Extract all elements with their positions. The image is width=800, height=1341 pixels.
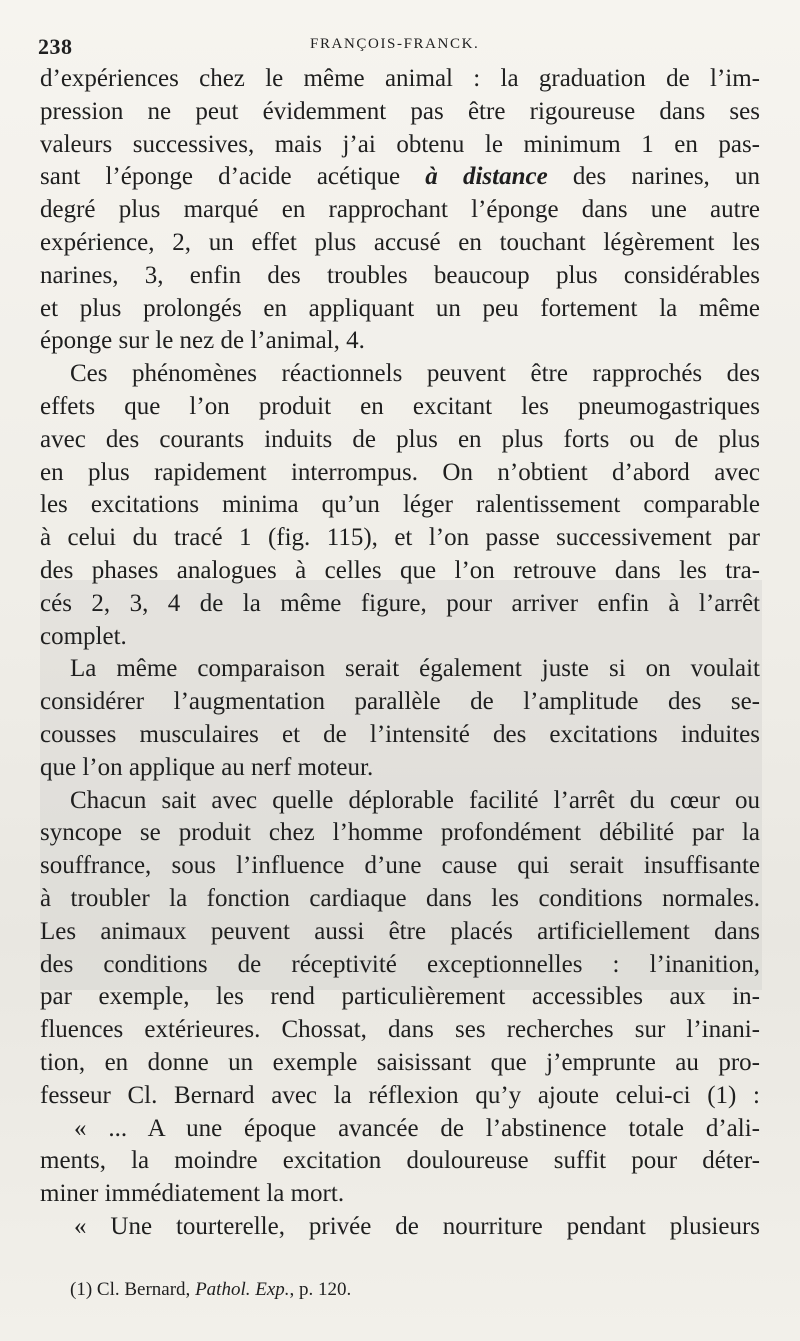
text-line: ments, la moindre excitation douloureuse suffit pour déter- — [40, 1147, 760, 1175]
text-line: Chacun sait avec quelle déplorable facilité l’arrêt du cœur ou — [70, 786, 760, 814]
text-line: complet. — [40, 622, 127, 650]
text-line: à celui du tracé 1 (fig. 115), et l’on passe successivement par — [40, 524, 760, 552]
text-line: par exemple, les rend particulièrement accessibles aux in- — [40, 983, 760, 1011]
text-line: valeurs successives, mais j’ai obtenu le minimum 1 en pas- — [40, 130, 760, 158]
text-line: pression ne peut évidemment pas être rigoureuse dans ses — [40, 97, 760, 125]
text-line: cés 2, 3, 4 de la même figure, pour arriver enfin à l’arrêt — [40, 589, 760, 617]
paragraph — [40, 785, 760, 1113]
text-line: avec des courants induits de plus en plus forts ou de plus — [40, 425, 760, 453]
italic-emphasis: à distance — [425, 163, 548, 191]
text-line: d’expériences chez le même animal : la graduation de l’im- — [40, 65, 760, 92]
text-line: degré plus marqué en rapprochant l’éponge dans une autre — [40, 196, 760, 224]
text-line: miner immédiatement la mort. — [40, 1180, 345, 1208]
text-line: en plus rapidement interrompus. On n’obtient d’abord avec — [40, 458, 760, 486]
text-line: à troubler la fonction cardiaque dans les conditions normales. — [40, 884, 760, 912]
text-line: éponge sur le nez de l’animal, 4. — [40, 327, 365, 355]
paragraph — [40, 63, 760, 358]
text-line: « ... A une époque avancée de l’abstinence totale d’ali- — [74, 1114, 760, 1142]
text-line: effets que l’on produit en excitant les pneumogastriques — [40, 392, 760, 420]
running-head: FRANÇOIS-FRANCK. — [310, 36, 480, 52]
page-header — [38, 30, 758, 58]
text-line: que l’on applique au nerf moteur. — [40, 753, 374, 781]
text-line: fluences extérieures. Chossat, dans ses recherches sur l’inani- — [40, 1016, 760, 1044]
text-line: les excitations minima qu’un léger ralentissement comparable — [40, 491, 760, 519]
footnote — [70, 1278, 750, 1302]
paragraph — [40, 653, 760, 784]
footnote-page: , p. 120. — [289, 1279, 352, 1300]
text-line: des conditions de réceptivité exceptionnelles : l’inanition, — [40, 950, 760, 978]
text-line-with-italic: sant l’éponge d’acide acétique à distance des narines, un — [40, 163, 760, 191]
body-text — [40, 63, 760, 1244]
text-line: « Une tourterelle, privée de nourriture pendant plusieurs — [74, 1212, 760, 1240]
text-line: Ces phénomènes réactionnels peuvent être rapprochés des — [70, 360, 760, 388]
footnote-work: Pathol. Exp. — [195, 1279, 290, 1300]
text-line: La même comparaison serait également juste si on voulait — [70, 655, 760, 683]
quote-paragraph — [40, 1113, 760, 1211]
text-line: des phases analogues à celles que l’on retrouve dans les tra- — [40, 556, 760, 584]
footnote-marker: (1) Cl. Bernard, — [70, 1279, 191, 1300]
page-number: 238 — [38, 34, 73, 59]
text-line: Les animaux peuvent aussi être placés artificiellement dans — [40, 917, 760, 945]
text-line: expérience, 2, un effet plus accusé en touchant légèrement les — [40, 228, 760, 256]
text-line: tion, en donne un exemple saisissant que j’emprunte au pro- — [40, 1048, 760, 1076]
text-line: cousses musculaires et de l’intensité des excitations induites — [40, 720, 760, 748]
text-line: syncope se produit chez l’homme profondément débilité par la — [40, 819, 760, 847]
quote-paragraph — [40, 1211, 760, 1244]
text-line: souffrance, sous l’influence d’une cause qui serait insuffisante — [40, 852, 760, 880]
text-line: fesseur Cl. Bernard avec la réflexion qu’y ajoute celui-ci (1) : — [40, 1081, 760, 1109]
text-line: narines, 3, enfin des troubles beaucoup plus considérables — [40, 261, 760, 289]
text-line: et plus prolongés en appliquant un peu fortement la même — [40, 294, 760, 322]
text-line: considérer l’augmentation parallèle de l’amplitude des se- — [40, 688, 760, 716]
paragraph — [40, 358, 760, 653]
